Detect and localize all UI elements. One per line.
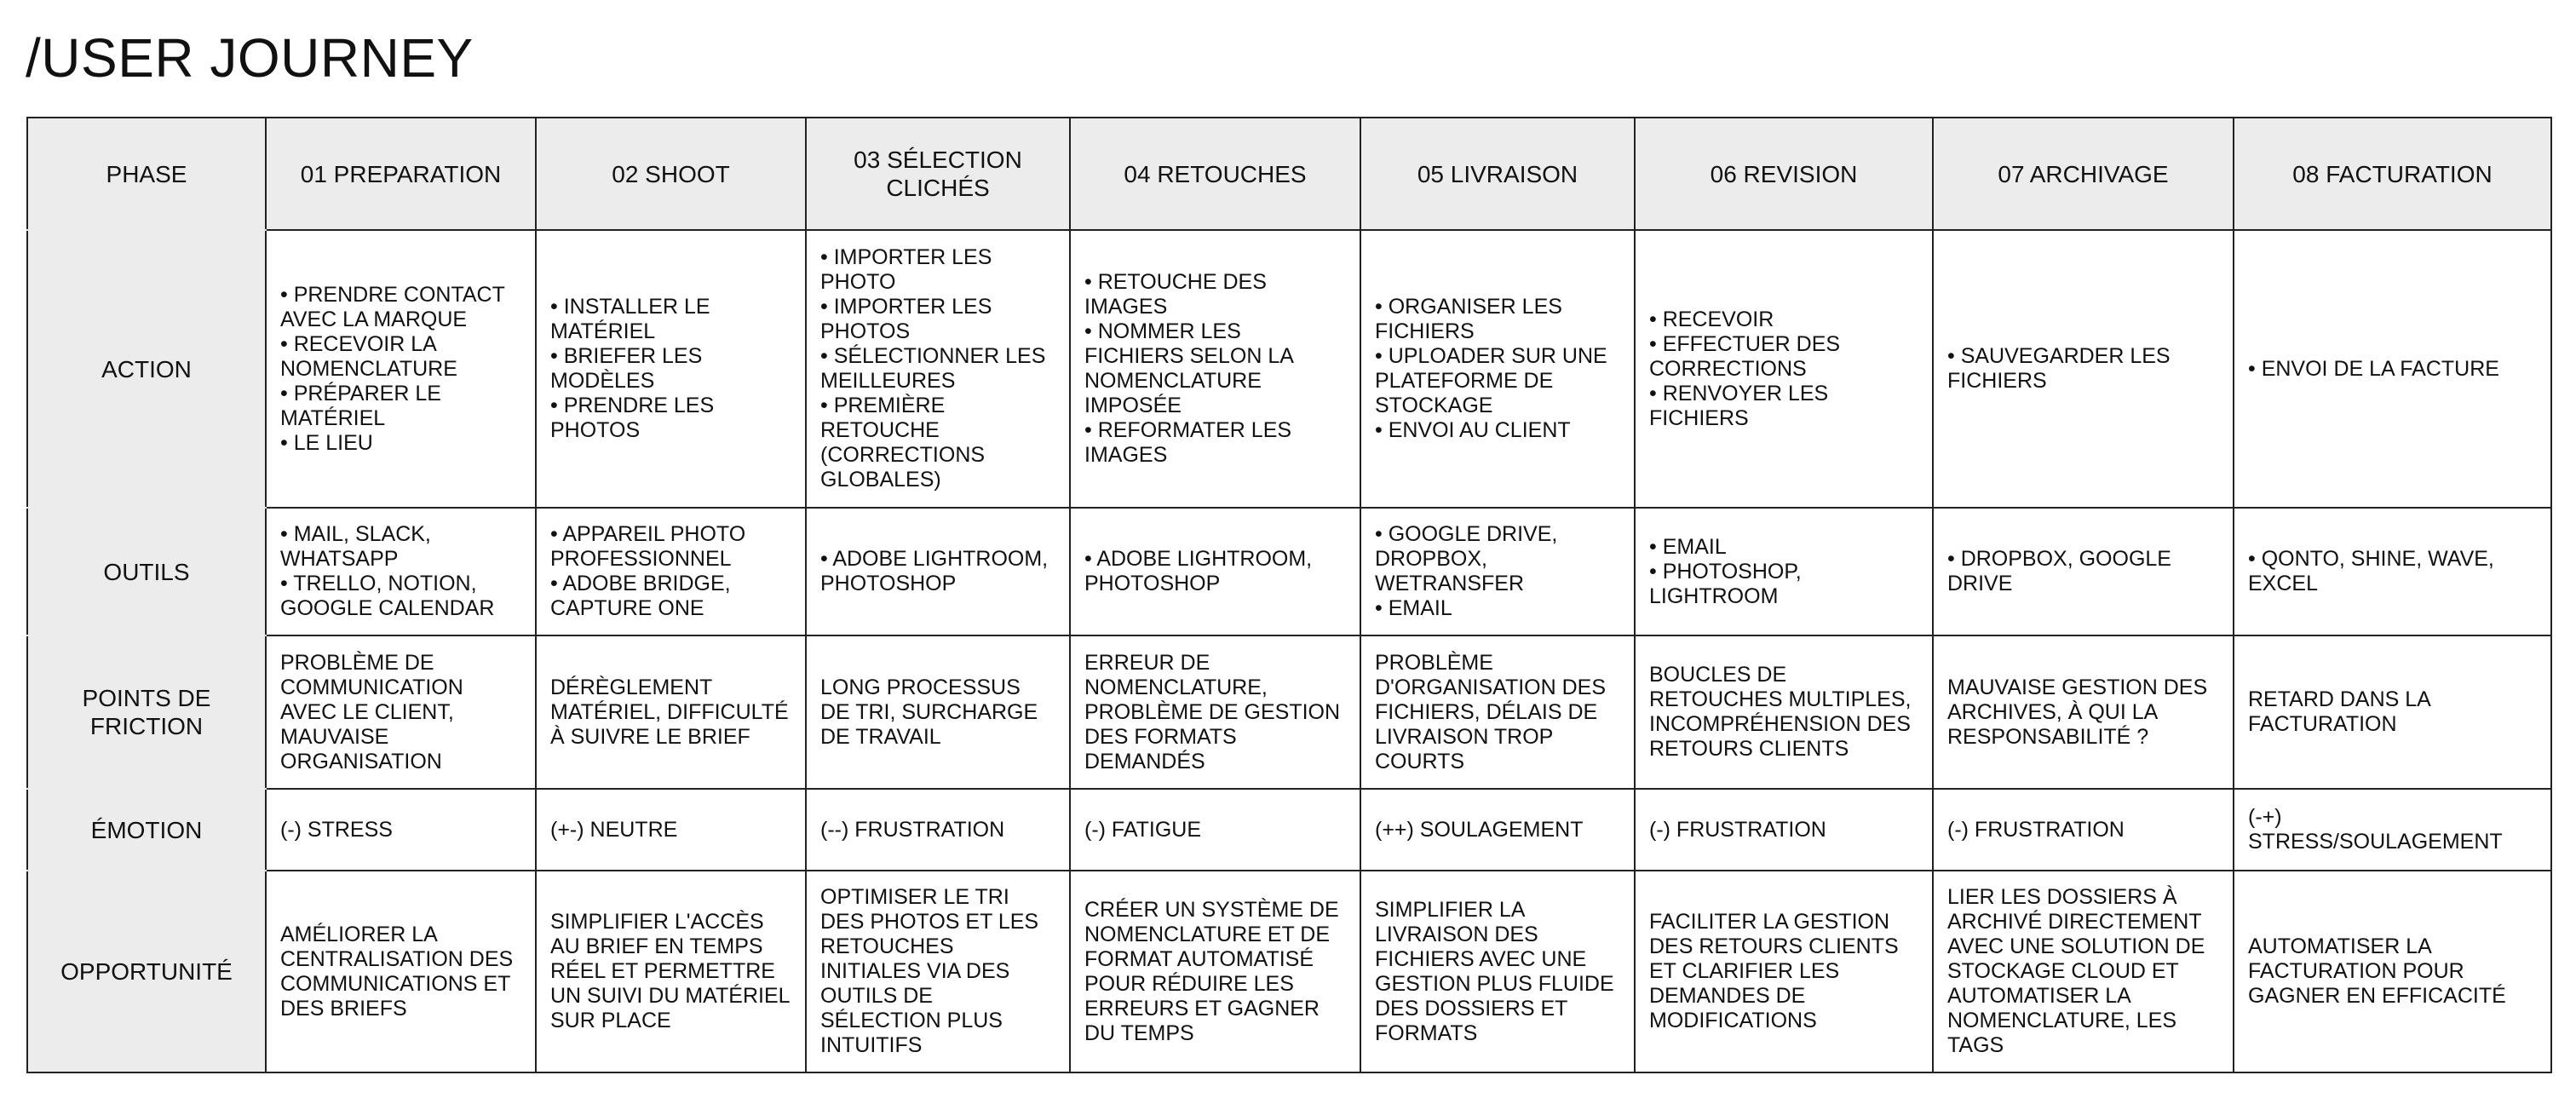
cell-line: • ORGANISER LES FICHIERS [1375, 295, 1562, 343]
cell-line: • ADOBE BRIDGE, CAPTURE ONE [550, 572, 731, 620]
cell-line: (++) SOULAGEMENT [1375, 817, 1584, 842]
cell-line: • QONTO, SHINE, WAVE, EXCEL [2248, 547, 2494, 595]
cell-line: (--) FRUSTRATION [820, 817, 1005, 842]
phase-header-cell: 05 LIVRAISON [1360, 118, 1635, 230]
table-cell [536, 230, 806, 508]
row-label: OPPORTUNITÉ [27, 871, 266, 1072]
cell-line: • ADOBE LIGHTROOM, PHOTOSHOP [820, 547, 1049, 595]
phase-header-cell: 04 RETOUCHES [1070, 118, 1360, 230]
cell-line: BOUCLES DE RETOUCHES MULTIPLES, INCOMPRÉHENSION DES RETOURS CLIENTS [1649, 663, 1912, 761]
table-body [27, 118, 2551, 1072]
tools-row [27, 508, 2551, 635]
cell-line: AMÉLIORER LA CENTRALISATION DES COMMUNICATIONS ET DES BRIEFS [280, 922, 514, 1021]
phase-header-label: PHASE [27, 118, 266, 230]
table-cell [1635, 789, 1933, 871]
cell-line: • TRELLO, NOTION, GOOGLE CALENDAR [280, 572, 495, 620]
cell-line: • BRIEFER LES MODÈLES [550, 344, 703, 393]
cell-line: OPTIMISER LE TRI DES PHOTOS ET LES RETOUCHES INITIALES VIA DES OUTILS DE SÉLECTION PLUS INTUITIFS [820, 885, 1039, 1057]
cell-line: LIER LES DOSSIERS À ARCHIVÉ DIRECTEMENT AVEC UNE SOLUTION DE STOCKAGE CLOUD ET AUTOMATISER LA NOMENCLATURE, LES TAGS [1947, 885, 2205, 1057]
cell-line: • LE LIEU [280, 430, 373, 455]
cell-line: (-+) STRESS/SOULAGEMENT [2248, 805, 2503, 854]
cell-line: • PREMIÈRE RETOUCHE (CORRECTIONS GLOBALES) [820, 394, 986, 492]
cell-line: PROBLÈME DE COMMUNICATION AVEC LE CLIENT, MAUVAISE ORGANISATION [280, 650, 463, 773]
cell-line: • PRENDRE LES PHOTOS [550, 394, 715, 442]
cell-line: • PRENDRE CONTACT AVEC LA MARQUE [280, 282, 505, 331]
cell-line: • INSTALLER LE MATÉRIEL [550, 295, 710, 343]
cell-line: (-) FRUSTRATION [1947, 817, 2125, 842]
cell-line: (+-) NEUTRE [550, 817, 678, 842]
table-cell [2234, 635, 2551, 789]
row-label: ÉMOTION [27, 789, 266, 871]
row-label: ACTION [27, 230, 266, 508]
table-cell [1070, 635, 1360, 789]
phase-header-cell: 02 SHOOT [536, 118, 806, 230]
table-cell [2234, 789, 2551, 871]
cell-line: ERREUR DE NOMENCLATURE, PROBLÈME DE GESTION DES FORMATS DEMANDÉS [1084, 650, 1341, 773]
cell-line: MAUVAISE GESTION DES ARCHIVES, À QUI LA RESPONSABILITÉ ? [1947, 675, 2208, 749]
cell-line: (-) FATIGUE [1084, 817, 1202, 842]
table-cell [1360, 871, 1635, 1072]
cell-line: • EMAIL [1649, 534, 1727, 559]
phase-header-row [27, 118, 2551, 230]
cell-line: • PHOTOSHOP, LIGHTROOM [1649, 559, 1802, 608]
table-cell [1070, 871, 1360, 1072]
cell-line: • GOOGLE DRIVE, DROPBOX, WETRANSFER [1375, 522, 1558, 595]
page-title: /USER JOURNEY [26, 27, 474, 89]
table-cell [806, 789, 1070, 871]
table-cell [1635, 508, 1933, 635]
cell-line: • UPLOADER SUR UNE PLATEFORME DE STOCKAGE [1375, 344, 1607, 417]
cell-line: • RETOUCHE DES IMAGES [1084, 270, 1267, 319]
cell-line: • ENVOI AU CLIENT [1375, 418, 1571, 442]
table-cell [266, 871, 536, 1072]
phase-header-cell: 01 PREPARATION [266, 118, 536, 230]
cell-line: • ADOBE LIGHTROOM, PHOTOSHOP [1084, 547, 1313, 595]
cell-line: RETARD DANS LA FACTURATION [2248, 687, 2430, 736]
table-cell [266, 789, 536, 871]
friction-row [27, 635, 2551, 789]
cell-line: • EMAIL [1375, 596, 1452, 620]
action-row [27, 230, 2551, 508]
table-cell [2234, 230, 2551, 508]
cell-line: • REFORMATER LES IMAGES [1084, 418, 1292, 467]
cell-line: • PRÉPARER LE MATÉRIEL [280, 381, 441, 430]
cell-line: • MAIL, SLACK, WHATSAPP [280, 522, 431, 571]
cell-line: • APPAREIL PHOTO PROFESSIONNEL [550, 522, 746, 571]
row-label: OUTILS [27, 508, 266, 635]
emotion-row [27, 789, 2551, 871]
cell-line: LONG PROCESSUS DE TRI, SURCHARGE DE TRAVAIL [820, 675, 1038, 749]
table-cell [806, 230, 1070, 508]
cell-line: (-) STRESS [280, 817, 393, 842]
table-cell [1070, 789, 1360, 871]
table-cell [1070, 508, 1360, 635]
table-cell [1933, 635, 2234, 789]
table-cell [806, 508, 1070, 635]
cell-line: SIMPLIFIER L'ACCÈS AU BRIEF EN TEMPS RÉEL ET PERMETTRE UN SUIVI DU MATÉRIEL SUR PLACE [550, 910, 790, 1032]
cell-line: • DROPBOX, GOOGLE DRIVE [1947, 547, 2171, 595]
cell-line: • IMPORTER LES PHOTOS [820, 295, 992, 343]
table-cell [1635, 230, 1933, 508]
cell-line: • SAUVEGARDER LES FICHIERS [1947, 344, 2171, 393]
cell-line: AUTOMATISER LA FACTURATION POUR GAGNER EN EFFICACITÉ [2248, 934, 2506, 1008]
table-cell [536, 635, 806, 789]
phase-header-cell: 08 FACTURATION [2234, 118, 2551, 230]
cell-line: • ENVOI DE LA FACTURE [2248, 356, 2499, 381]
table-cell [536, 508, 806, 635]
table-cell [536, 871, 806, 1072]
table-cell [1933, 789, 2234, 871]
cell-line: SIMPLIFIER LA LIVRAISON DES FICHIERS AVEC UNE GESTION PLUS FLUIDE DES DOSSIERS ET FORMATS [1375, 897, 1614, 1045]
cell-line: • EFFECTUER DES CORRECTIONS [1649, 331, 1841, 381]
table-cell [536, 789, 806, 871]
table-cell [2234, 871, 2551, 1072]
phase-header-cell: 07 ARCHIVAGE [1933, 118, 2234, 230]
table-cell [1360, 789, 1635, 871]
cell-line: • RECEVOIR LA NOMENCLATURE [280, 331, 457, 381]
cell-line: DÉRÈGLEMENT MATÉRIEL, DIFFICULTÉ À SUIVRE LE BRIEF [550, 675, 789, 749]
table-cell [1360, 635, 1635, 789]
table-cell [2234, 508, 2551, 635]
cell-line: CRÉER UN SYSTÈME DE NOMENCLATURE ET DE FORMAT AUTOMATISÉ POUR RÉDUIRE LES ERREURS ET GAGNER DU TEMPS [1084, 897, 1339, 1045]
table-cell [266, 635, 536, 789]
user-journey-table [26, 117, 2552, 1073]
cell-line: PROBLÈME D'ORGANISATION DES FICHIERS, DÉLAIS DE LIVRAISON TROP COURTS [1375, 650, 1607, 773]
table-cell [806, 635, 1070, 789]
cell-line: • RENVOYER LES FICHIERS [1649, 381, 1829, 430]
table-cell [266, 508, 536, 635]
table-cell [1635, 635, 1933, 789]
cell-line: • SÉLECTIONNER LES MEILLEURES [820, 344, 1046, 393]
cell-line: (-) FRUSTRATION [1649, 817, 1826, 842]
phase-header-cell: 06 REVISION [1635, 118, 1933, 230]
opportunity-row [27, 871, 2551, 1072]
table-cell [1933, 871, 2234, 1072]
table-cell [1933, 508, 2234, 635]
table-cell [1360, 230, 1635, 508]
cell-line: • RECEVOIR [1649, 307, 1774, 331]
cell-line: • IMPORTER LES PHOTO [820, 245, 992, 294]
cell-line: • NOMMER LES FICHIERS SELON LA NOMENCLATURE IMPOSÉE [1084, 319, 1293, 417]
row-label: POINTS DE FRICTION [27, 635, 266, 789]
cell-line: FACILITER LA GESTION DES RETOURS CLIENTS ET CLARIFIER LES DEMANDES DE MODIFICATIONS [1649, 910, 1899, 1032]
phase-header-cell: 03 SÉLECTION CLICHÉS [806, 118, 1070, 230]
table-cell [806, 871, 1070, 1072]
table-cell [1360, 508, 1635, 635]
table-cell [1070, 230, 1360, 508]
table-cell [1635, 871, 1933, 1072]
table-cell [266, 230, 536, 508]
table-cell [1933, 230, 2234, 508]
